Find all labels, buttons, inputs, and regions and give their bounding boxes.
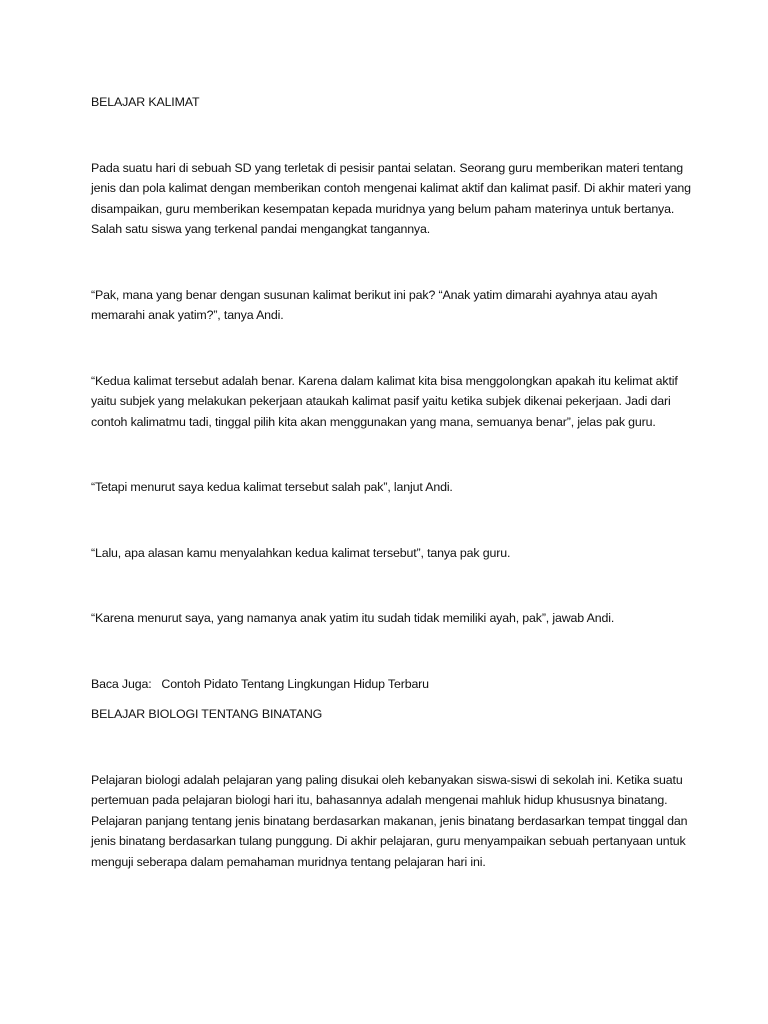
section-title-belajar-biologi: BELAJAR BIOLOGI TENTANG BINATANG — [91, 707, 323, 721]
paragraph-biology: Pelajaran biologi adalah pelajaran yang paling disukai oleh kebanyakan siswa-siswi di sekolah ini. Ketika suatu pertemuan pada pelajaran biologi hari itu, bahasannya adalah mengenai mahluk hidup khususnya binatang. Pelajaran panjang tentang jenis binatang berdasarkan makanan, jenis binatang berdasarkan tempat tinggal dan jenis binatang berdasarkan tulang punggung. Di akhir pelajaran, guru menyampaikan sebuah pertanyaan untuk menguji seberapa dalam pemahaman muridnya tentang pelajaran hari ini. — [91, 772, 688, 869]
paragraph-teacher-answer: “Kedua kalimat tersebut adalah benar. Karena dalam kalimat kita bisa menggolongkan apakah itu kelimat aktif yaitu subjek yang melakukan pekerjaan ataukah kalimat pasif yaitu ketika subjek dikenai pekerjaan. Jadi dari contoh kalimatmu tadi, tinggal pilih kita akan menggunakan yang mana, semuanya benar”, jelas pak guru. — [91, 373, 678, 429]
related-link[interactable]: Contoh Pidato Tentang Lingkungan Hidup Terbaru — [161, 676, 429, 691]
paragraph-andi-answer: “Karena menurut saya, yang namanya anak yatim itu sudah tidak memiliki ayah, pak”, jawab Andi. — [91, 611, 615, 625]
related-label: Baca Juga: — [91, 676, 152, 691]
paragraph-teacher-question: “Lalu, apa alasan kamu menyalahkan kedua kalimat tersebut”, tanya pak guru. — [91, 545, 511, 560]
paragraph-question: “Pak, mana yang benar dengan susunan kalimat berikut ini pak? “Anak yatim dimarahi ayahnya atau ayah memarahi anak yatim?”, tanya Andi. — [91, 287, 658, 322]
paragraph-intro: Pada suatu hari di sebuah SD yang terletak di pesisir pantai selatan. Seorang guru memberikan materi tentang jenis dan pola kalimat dengan memberikan contoh mengenai kalimat aktif dan kalimat pasif. Di akhir materi yang disampaikan, guru memberikan kesempatan kepada muridnya yang belum paham materinya untuk bertanya. Salah satu siswa yang terkenal pandai mengangkat tangannya. — [91, 160, 691, 236]
related-article — [91, 674, 691, 695]
section-title-belajar-kalimat: BELAJAR KALIMAT — [91, 95, 200, 109]
paragraph-andi-reply: “Tetapi menurut saya kedua kalimat tersebut salah pak”, lanjut Andi. — [91, 480, 453, 494]
document-body — [91, 92, 691, 872]
